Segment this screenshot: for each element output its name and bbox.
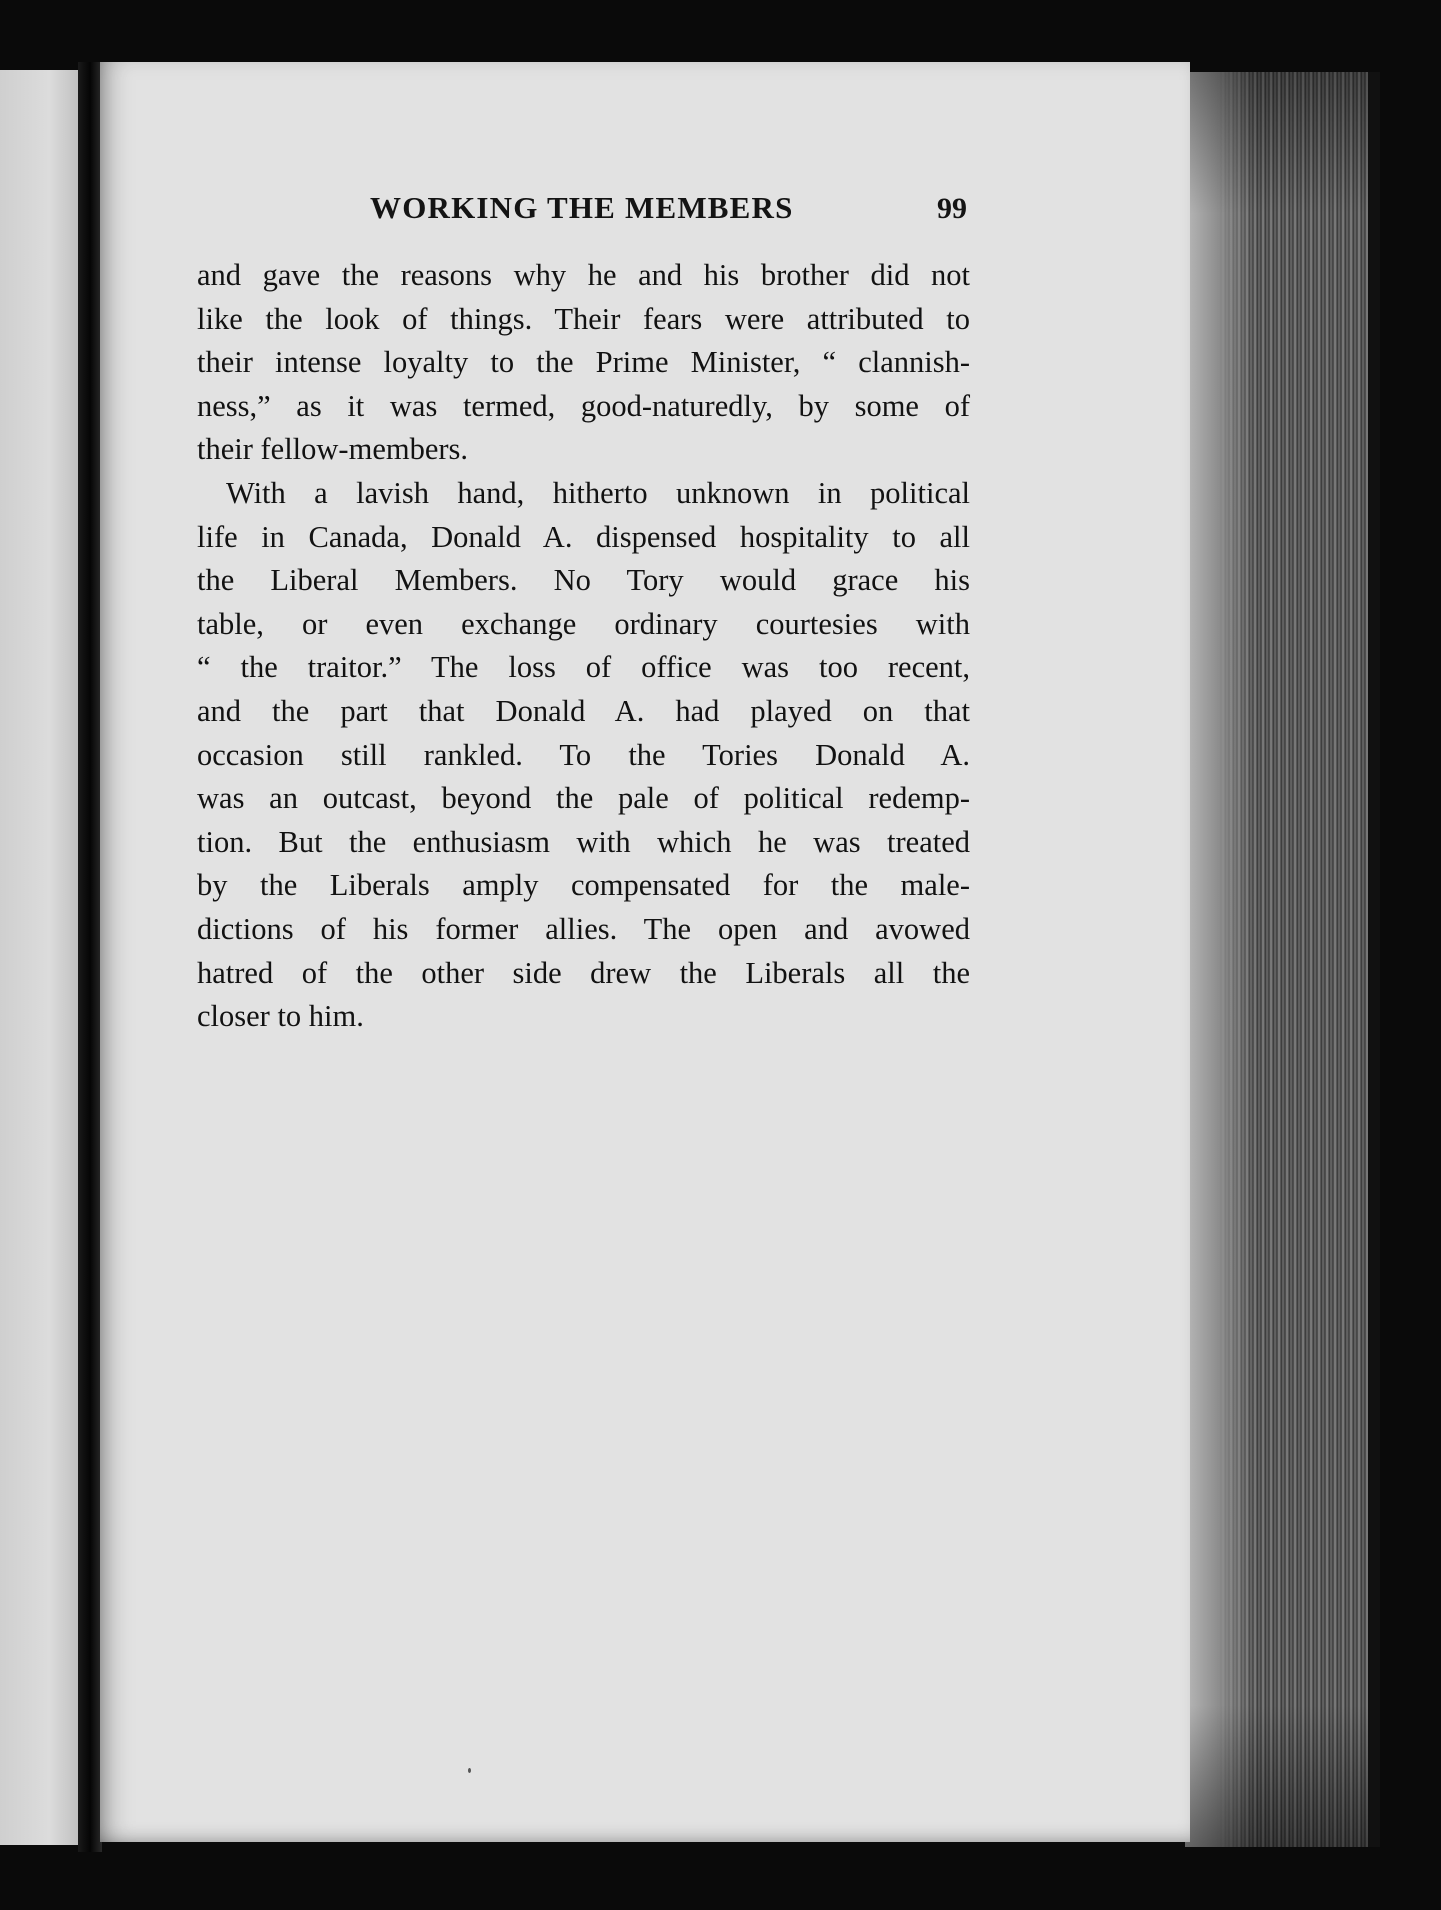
running-head-title: WORKING THE MEMBERS <box>370 190 794 225</box>
text-line: dictions of his former allies. The open and avowed <box>197 911 970 946</box>
text-line: and gave the reasons why he and his brother did not <box>197 258 970 292</box>
cover-edge <box>1368 72 1380 1847</box>
text-line: hatred of the other side drew the Liberals all the <box>197 955 970 990</box>
text-line: their intense loyalty to the Prime Minister, “ clannish- <box>197 345 970 380</box>
text-line: table, or even exchange ordinary courtesies with <box>197 606 970 641</box>
text-line: ness,” as it was termed, good-naturedly, by some of <box>197 388 970 423</box>
text-line: life in Canada, Donald A. dispensed hospitality to all <box>197 519 970 554</box>
text-line: and the part that Donald A. had played on that <box>197 693 970 728</box>
text-line: by the Liberals amply compensated for the male- <box>197 868 970 903</box>
text-line: their fellow-members. <box>197 432 469 467</box>
body-text <box>197 254 970 1039</box>
page-number: 99 <box>937 192 967 225</box>
text-line: With a lavish hand, hitherto unknown in political <box>226 475 970 510</box>
text-line: “ the traitor.” The loss of office was too recent, <box>197 650 970 685</box>
text-line: the Liberal Members. No Tory would grace his <box>197 563 970 598</box>
text-line: like the look of things. Their fears were attributed to <box>197 301 970 336</box>
book-page <box>100 62 1190 1842</box>
text-line: closer to him. <box>197 999 364 1034</box>
previous-page-edge <box>0 70 82 1845</box>
page-edges-stack <box>1185 72 1370 1847</box>
book-gutter <box>78 62 102 1852</box>
text-line: was an outcast, beyond the pale of political redemp- <box>197 781 970 816</box>
paper-speck <box>468 1768 471 1773</box>
text-line: occasion still rankled. To the Tories Donald A. <box>197 737 970 772</box>
text-line: tion. But the enthusiasm with which he was treated <box>197 824 970 859</box>
